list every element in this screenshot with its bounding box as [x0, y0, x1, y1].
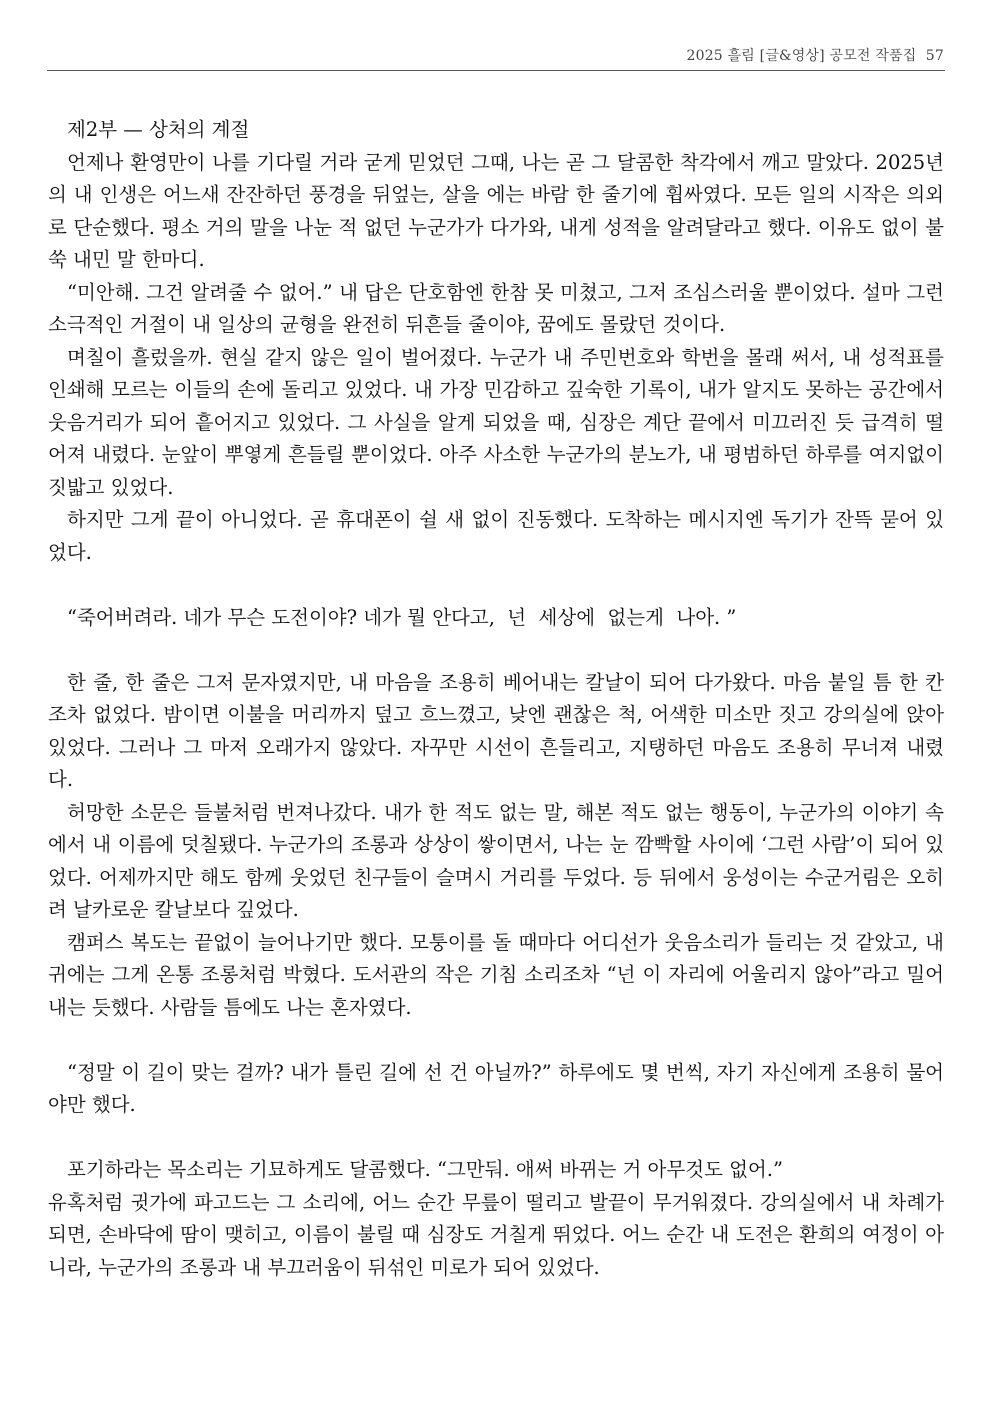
running-header	[686, 45, 944, 65]
paragraph: 한 줄, 한 줄은 그저 문자였지만, 내 마음을 조용히 베어내는 칼날이 되어 다가왔다. 마음 붙일 틈 한 칸조차 없었다. 밤이면 이불을 머리까지 덮고 흐느꼈고, 낮엔 괜찮은 척, 어색한 미소만 짓고 강의실에 앉아 있었다. 그러나 그 마저 오래가지 않았다. 자꾸만 시선이 흔들리고, 지탱하던 마음도 조용히 무너져 내렸다.	[48, 670, 944, 791]
section-title: 제2부 — 상처의 계절	[67, 118, 250, 141]
document-body	[48, 114, 944, 1284]
paragraph-question: “정말 이 길이 맞는 걸까? 내가 틀린 길에 선 건 아닐까?” 하루에도 몇 번씩, 자기 자신에게 조용히 물어야만 했다.	[48, 1060, 944, 1116]
paragraph: 며칠이 흘렀을까. 현실 같지 않은 일이 벌어졌다. 누군가 내 주민번호와 학번을 몰래 써서, 내 성적표를 인쇄해 모르는 이들의 손에 돌리고 있었다. 내 가장 민감하고 깊숙한 기록이, 내가 알지도 못하는 공간에서 웃음거리가 되어 흩어지고 있었다. 그 사실을 알게 되었을 때, 심장은 계단 끝에서 미끄러진 듯 급격히 떨어져 내렸다. 눈앞이 뿌옇게 흔들릴 뿐이었다. 아주 사소한 누군가의 분노가, 내 평범하던 하루를 여지없이 짓밟고 있었다.	[48, 345, 944, 499]
paragraph: 허망한 소문은 들불처럼 번져나갔다. 내가 한 적도 없는 말, 해본 적도 없는 행동이, 누군가의 이야기 속에서 내 이름에 덧칠됐다. 누군가의 조롱과 상상이 쌓이면서, 나는 눈 깜빡할 사이에 ‘그런 사람’이 되어 있었다. 어제까지만 해도 함께 웃었던 친구들이 슬며시 거리를 두었다. 등 뒤에서 웅성이는 수군거림은 오히려 날카로운 칼날보다 깊었다.	[48, 800, 944, 921]
threat-message-quote: “죽어버려라. 네가 무슨 도전이야? 네가 뭘 안다고, 넌 세상에 없는게 나아. ”	[67, 605, 737, 629]
paragraph-temptation: 포기하라는 목소리는 기묘하게도 달콤했다. “그만둬. 애써 바뀌는 거 아무것도 없어.”	[67, 1158, 783, 1181]
paragraph: 캠퍼스 복도는 끝없이 늘어나기만 했다. 모퉁이를 돌 때마다 어디선가 웃음소리가 들리는 것 같았고, 내 귀에는 그게 온통 조롱처럼 박혔다. 도서관의 작은 기침 소리조차 “넌 이 자리에 어울리지 않아”라고 밀어내는 듯했다. 사람들 틈에도 나는 혼자였다.	[48, 930, 944, 1019]
running-title: 2025 흘림 [글&영상] 공모전 작품집	[686, 48, 917, 64]
paragraph: 언제나 환영만이 나를 기다릴 거라 굳게 믿었던 그때, 나는 곧 그 달콤한 착각에서 깨고 말았다. 2025년의 내 인생은 어느새 잔잔하던 풍경을 뒤엎는, 살을 에는 바람 한 줄기에 휩싸였다. 모든 일의 시작은 의외로 단순했다. 평소 거의 말을 나눈 적 없던 누군가가 다가와, 내게 성적을 알려달라고 했다. 이유도 없이 불쑥 내민 말 한마디.	[48, 150, 944, 271]
paragraph: 하지만 그게 끝이 아니었다. 곧 휴대폰이 쉴 새 없이 진동했다. 도착하는 메시지엔 독기가 잔뜩 묻어 있었다.	[48, 508, 944, 564]
page-number: 57	[925, 48, 944, 64]
header-rule	[47, 70, 945, 71]
paragraph-last: 유혹처럼 귓가에 파고드는 그 소리에, 어느 순간 무릎이 떨리고 발끝이 무거워졌다. 강의실에서 내 차례가 되면, 손바닥에 땀이 맺히고, 이름이 불릴 때 심장도 거칠게 뛰었다. 어느 순간 내 도전은 환희의 여정이 아니라, 누군가의 조롱과 내 부끄러움이 뒤섞인 미로가 되어 있었다.	[48, 1190, 944, 1279]
paragraph: “미안해. 그건 알려줄 수 없어.” 내 답은 단호함엔 한참 못 미쳤고, 그저 조심스러울 뿐이었다. 설마 그런 소극적인 거절이 내 일상의 균형을 완전히 뒤흔들 줄이야, 꿈에도 몰랐던 것이다.	[48, 280, 944, 336]
